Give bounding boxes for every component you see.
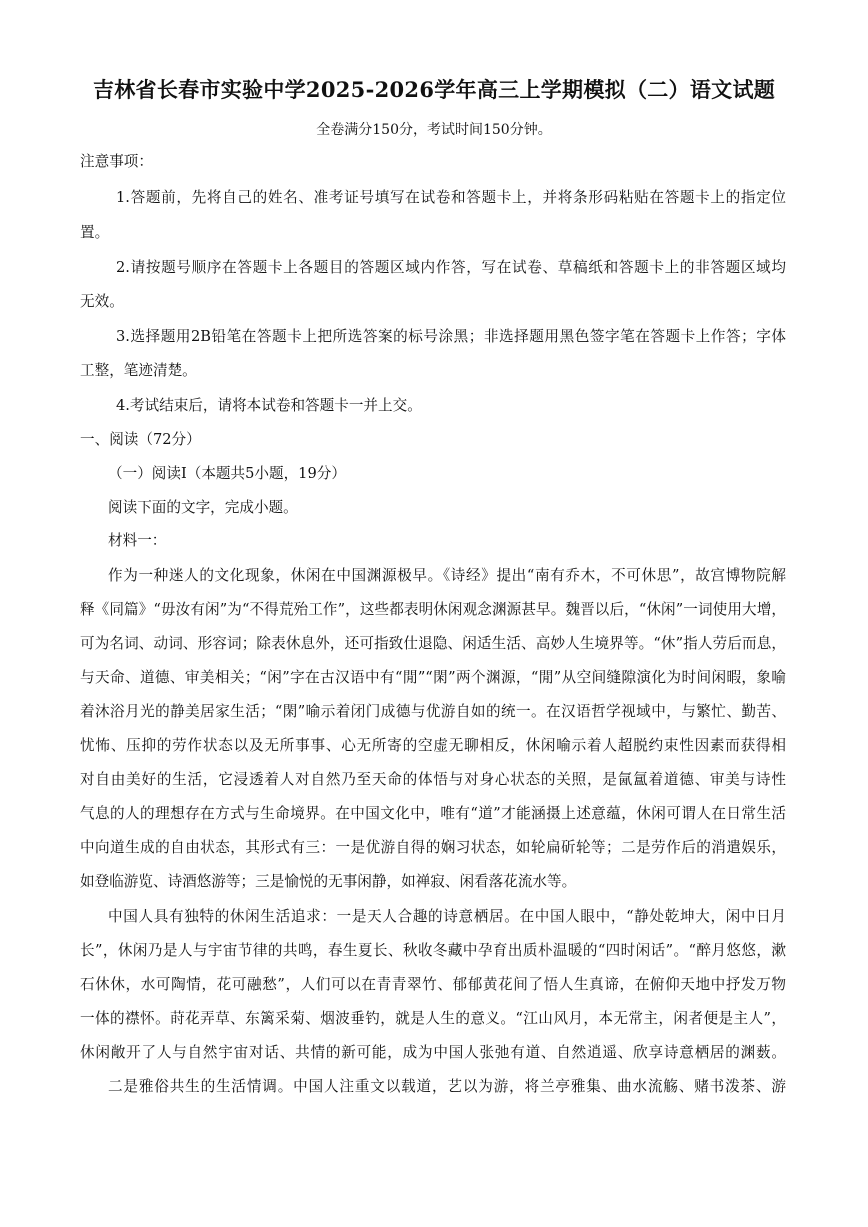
- paragraph-2-line-3: 石休休，水可陶情，花可融愁”，人们可以在青青翠竹、郁郁黄花间了悟人生真谛，在俯仰天地中抒发万物: [80, 976, 786, 993]
- paragraph-2-line-1: 中国人具有独特的休闲生活追求：一是天人合趣的诗意栖居。在中国人眼中，“静处乾坤大，闲中日月: [108, 908, 786, 925]
- notice-heading: 注意事项：: [80, 153, 153, 170]
- paragraph-3-line-1: 二是雅俗共生的生活情调。中国人注重文以载道，艺以为游，将兰亭雅集、曲水流觞、赌书泼茶、游: [108, 1078, 786, 1095]
- paragraph-2-line-5: 休闲敞开了人与自然宇宙对话、共情的新可能，成为中国人张弛有道、自然逍遥、欣享诗意栖居的渊薮。: [80, 1044, 786, 1061]
- exam-subtitle: 全卷满分150分，考试时间150分钟。: [316, 122, 552, 138]
- notice-item-2-line-1: 2.请按题号顺序在答题卡上各题目的答题区域内作答，写在试卷、草稿纸和答题卡上的非答题区域均: [116, 259, 786, 276]
- subsection-heading: （一）阅读Ⅰ（本题共5小题，19分）: [108, 465, 346, 482]
- notice-item-4: 4.考试结束后，请将本试卷和答题卡一并上交。: [116, 397, 422, 414]
- paragraph-1-line-5: 着沐浴月光的静美居家生活；“閑”喻示着闭门成德与优游自如的统一。在汉语哲学视域中，与繁忙、勤苦、: [80, 703, 786, 720]
- paragraph-1-line-4: 与天命、道德、审美相关；“闲”字在古汉语中有“閒”“閑”两个渊源，“閒”从空间缝隙演化为时间闲暇，象喻: [80, 669, 786, 686]
- section-heading: 一、阅读（72分）: [80, 431, 201, 448]
- notice-item-2-line-2: 无效。: [80, 293, 124, 310]
- material-label: 材料一：: [108, 532, 167, 549]
- paragraph-1-line-3: 可为名词、动词、形容词；除表休息外，还可指致仕退隐、闲适生活、高妙人生境界等。“休”指人劳后而息，: [80, 635, 786, 652]
- notice-item-3-line-1: 3.选择题用2B铅笔在答题卡上把所选答案的标号涂黑；非选择题用黑色签字笔在答题卡上作答；字体: [116, 328, 786, 345]
- paragraph-2-line-4: 一体的襟怀。莳花弄草、东篱采菊、烟波垂钓，就是人生的意义。“江山风月，本无常主，闲者便是主人”，: [80, 1010, 786, 1027]
- paragraph-1-line-7: 对自由美好的生活，它浸透着人对自然乃至天命的体悟与对身心状态的关照，是氤氲着道德、审美与诗性: [80, 771, 786, 788]
- notice-item-1-line-2: 置。: [80, 224, 110, 241]
- reading-instruction: 阅读下面的文字，完成小题。: [108, 499, 298, 516]
- exam-title: 吉林省长春市实验中学2025-2026学年高三上学期模拟（二）语文试题: [92, 77, 776, 102]
- notice-item-1-line-1: 1.答题前，先将自己的姓名、准考证号填写在试卷和答题卡上，并将条形码粘贴在答题卡上的指定位: [116, 189, 786, 206]
- paragraph-1-line-9: 中向道生成的自由状态，其形式有三：一是优游自得的娴习状态，如轮扁斫轮等；二是劳作后的消遣娱乐，: [80, 839, 786, 856]
- paragraph-1-line-6: 忧怖、压抑的劳作状态以及无所事事、心无所寄的空虚无聊相反，休闲喻示着人超脱约束性因素而获得相: [80, 737, 786, 754]
- paragraph-1-line-10: 如登临游览、诗酒悠游等；三是愉悦的无事闲静，如禅寂、闲看落花流水等。: [80, 873, 577, 890]
- notice-item-3-line-2: 工整，笔迹清楚。: [80, 362, 197, 379]
- paragraph-1-line-2: 释《同篇》“毋汝有闲”为“不得荒殆工作”，这些都表明休闲观念渊源甚早。魏晋以后，“休闲”一词使用大增，: [80, 601, 786, 618]
- paragraph-2-line-2: 长”，休闲乃是人与宇宙节律的共鸣，春生夏长、秋收冬藏中孕育出质朴温暖的“四时闲话”。“醉月悠悠，漱: [80, 942, 786, 959]
- paragraph-1-line-8: 气息的人的理想存在方式与生命境界。在中国文化中，唯有“道”才能涵摄上述意蕴，休闲可谓人在日常生活: [80, 805, 786, 822]
- paragraph-1-line-1: 作为一种迷人的文化现象，休闲在中国渊源极早。《诗经》提出“南有乔木，不可休思”，故宫博物院解: [108, 567, 786, 584]
